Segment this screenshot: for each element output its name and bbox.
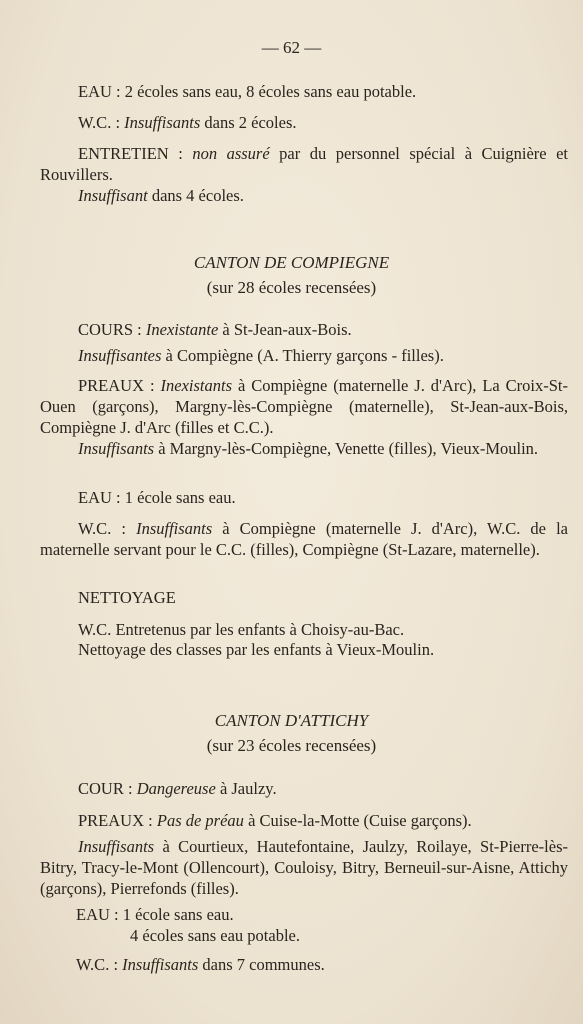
attichy-preaux-insuffisants: Insuffisants à Courtieux, Hautefontaine, Jaulzy, Roilaye, St-Pierre-lès-Bitry, Tracy-le-Mont (Ollencourt), Couloisy, Bitry, Berneuil-sur-Aisne, Attichy (garçons), Pierrefonds (filles).	[40, 837, 568, 898]
attichy-title: CANTON D'ATTICHY	[214, 711, 369, 730]
attichy-cour: COUR : Dangereuse à Jaulzy.	[78, 779, 277, 798]
compiegne-preaux-insuffisants: Insuffisants à Margny-lès-Compiègne, Venette (filles), Vieux-Moulin.	[78, 439, 539, 458]
sec1-eau: EAU : 2 écoles sans eau, 8 écoles sans eau potable.	[78, 82, 417, 101]
compiegne-title: CANTON DE COMPIEGNE	[193, 253, 390, 272]
compiegne-cours: COURS : Inexistante à St-Jean-aux-Bois.	[78, 320, 352, 339]
compiegne-nettoyage-line1: W.C. Entretenus par les enfants à Choisy-au-Bac.	[78, 620, 405, 639]
attichy-subtitle: (sur 23 écoles recensées)	[206, 736, 377, 755]
attichy-eau-line1: EAU : 1 école sans eau.	[76, 905, 234, 924]
sec1-entretien: ENTRETIEN : non assuré par du personnel spécial à Cuignière et Rouvillers.	[40, 144, 568, 184]
attichy-eau-line2: 4 écoles sans eau potable.	[130, 926, 300, 945]
compiegne-subtitle: (sur 28 écoles recensées)	[206, 278, 377, 297]
sec1-wc: W.C. : Insuffisants dans 2 écoles.	[78, 113, 297, 132]
compiegne-eau: EAU : 1 école sans eau.	[78, 488, 236, 507]
page-number: — 62 —	[261, 38, 322, 57]
compiegne-cours-insuffisantes: Insuffisantes à Compiègne (A. Thierry garçons - filles).	[78, 346, 444, 365]
attichy-wc: W.C. : Insuffisants dans 7 communes.	[76, 955, 325, 974]
compiegne-nettoyage-heading: NETTOYAGE	[78, 588, 176, 607]
compiegne-nettoyage-line2: Nettoyage des classes par les enfants à Vieux-Moulin.	[78, 640, 435, 659]
attichy-preaux: PREAUX : Pas de préau à Cuise-la-Motte (Cuise garçons).	[78, 811, 472, 830]
sec1-insuffisant: Insuffisant dans 4 écoles.	[78, 186, 244, 205]
compiegne-preaux: PREAUX : Inexistants à Compiègne (maternelle J. d'Arc), La Croix-St-Ouen (garçons), Margny-lès-Compiègne (maternelle), St-Jean-aux-Bois, Compiègne J. d'Arc (filles et C.C.).	[40, 376, 568, 437]
compiegne-wc: W.C. : Insuffisants à Compiègne (maternelle J. d'Arc), W.C. de la maternelle servant pour le C.C. (filles), Compiègne (St-Lazare, maternelle).	[40, 519, 568, 559]
